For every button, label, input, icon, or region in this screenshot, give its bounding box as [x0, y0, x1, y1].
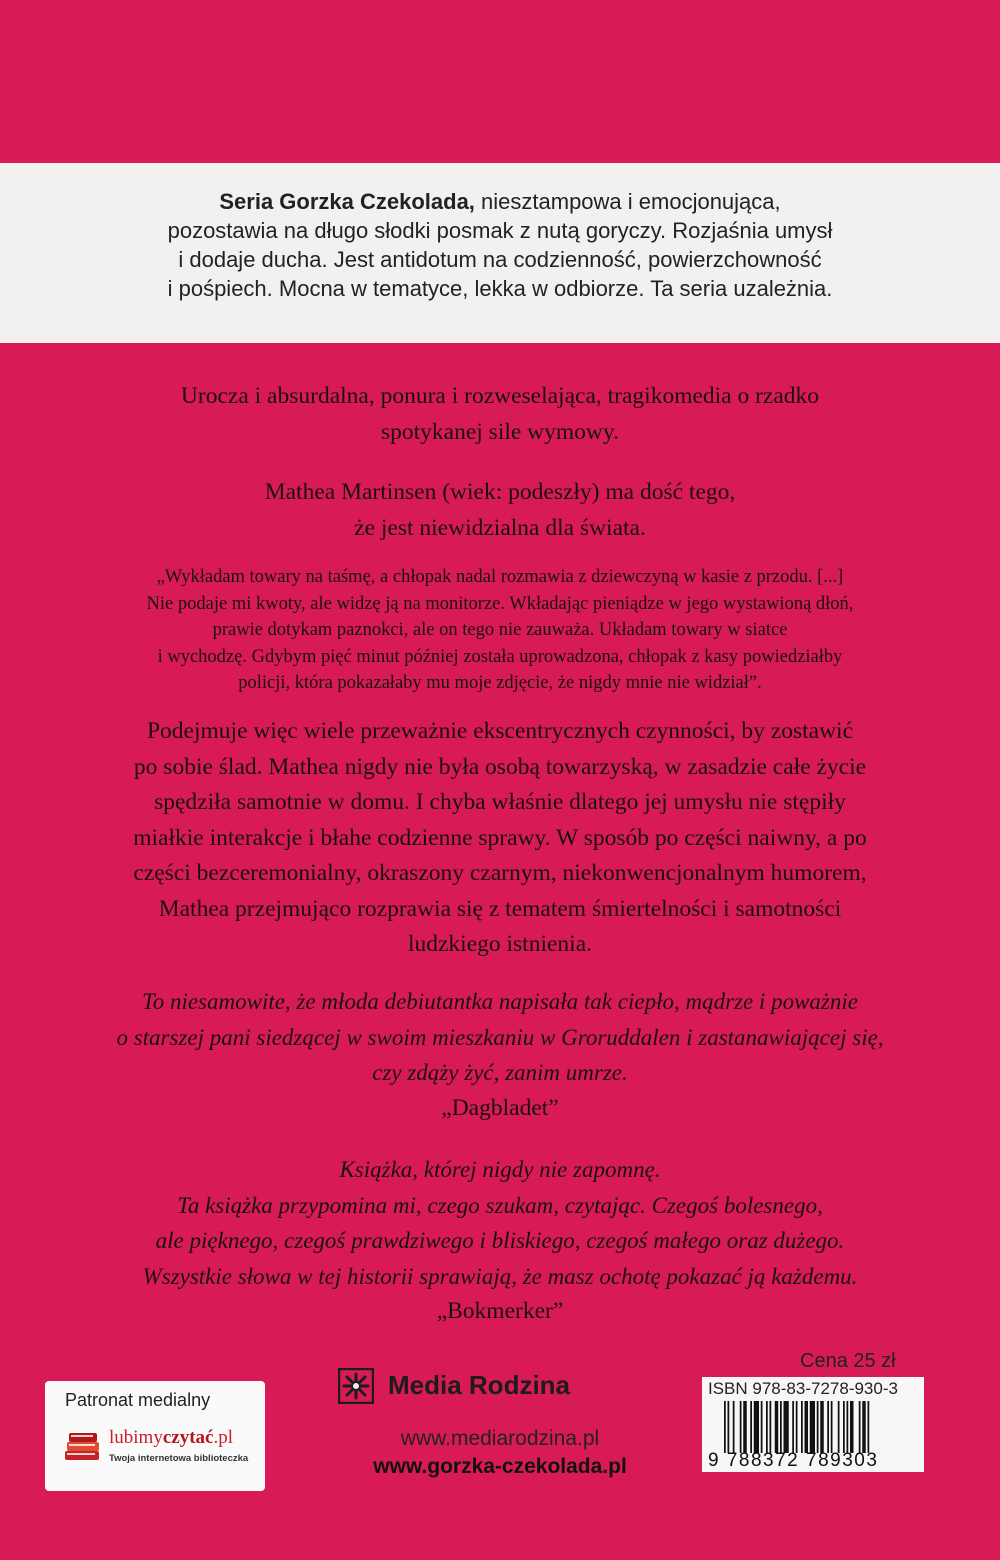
series-line-2: pozostawia na długo słodki posmak z nutą goryczy. Rozjaśnia umysł — [167, 218, 833, 243]
intro-paragraph: Urocza i absurdalna, ponura i rozweselająca, tragikomedia o rzadko spotykanej sile wymowy. — [180, 383, 820, 445]
series-name: Seria Gorzka Czekolada, — [219, 189, 475, 214]
publisher-name: Media Rodzina — [388, 1370, 571, 1400]
publisher-url[interactable]: www.mediarodzina.pl — [400, 1427, 600, 1450]
description-paragraph: Podejmuje więc wiele przeważnie ekscentrycznych czynności, by zostawić po sobie ślad. Mathea nigdy nie była osobą towarzyską, w zasadzie całe życie spędziła samotnie w domu. I chyba właśnie dlatego jej umysłu nie stępiły miałkie interakcje i błahe codzienne sprawy. W sposób po części naiwny, a po części bezceremonialny, okraszony czarnym, niekonwencjonalnym humorem, Mathea przejmująco rozprawia się z tematem śmiertelności i samotności ludzkiego istnienia. — [133, 718, 867, 957]
series-description-band — [0, 163, 1000, 343]
review-source: „Bokmerker” — [436, 1298, 564, 1324]
review-dagbladet: To niesamowite, że młoda debiutantka napisała tak ciepło, mądrze i poważnie o starszej pani siedzącej w swoim mieszkaniu w Groruddalen i zastanawiającej się, czy zdąży żyć, zanim umrze. „Dagbladet” — [40, 984, 960, 1126]
isbn-label: ISBN 978-83-7278-930-3 — [708, 1379, 898, 1398]
ean-digits: 9 788372 789303 — [708, 1450, 879, 1471]
books-stack-icon — [63, 1431, 103, 1465]
publisher-logo — [338, 1368, 638, 1408]
review-bokmerker: Książka, której nigdy nie zapomnę. Ta książka przypomina mi, czego szukam, czytając. Czegoś bolesnego, ale pięknego, czegoś prawdziwego i bliskiego, czegoś małego oraz dużego. Wszystkie słowa w tej historii sprawiają, że masz ochotę pokazać ją każdemu. „Bokmerker” — [40, 1152, 960, 1330]
review-source: „Dagbladet” — [441, 1094, 559, 1121]
book-quote: „Wykładam towary na taśmę, a chłopak nadal rozmawia z dziewczyną w kasie z przodu. [...] Nie podaje mi kwoty, ale widzę ją na monitorze. Wkładając pieniądze w jego wystawioną dłoń, prawie dotykam paznokci, ale on tego nie zauważa. Układam towary w siatce i wychodzę. Gdybym pięć minut później została uprowadzona, chłopak z kasy powiedziałby policji, która pokazałaby mu moje zdjęcie, że nigdy mnie nie widział”. — [146, 567, 854, 693]
series-line-4: i pośpiech. Mocna w tematyce, lekka w odbiorze. Ta seria uzależnia. — [167, 276, 833, 301]
logo-tagline: Twoja internetowa biblioteczka — [109, 1453, 249, 1464]
media-rodzina-logo-icon — [338, 1368, 374, 1404]
series-url[interactable]: www.gorzka-czekolada.pl — [373, 1455, 627, 1478]
barcode-icon — [724, 1401, 914, 1453]
patron-label: Patronat medialny — [65, 1390, 211, 1410]
lubimyczytac-logo: lubimyczytać.pl Twoja internetowa biblioteczka — [63, 1425, 253, 1475]
barcode-box — [702, 1377, 924, 1472]
series-line-3: i dodaje ducha. Jest antidotum na codzienność, powierzchowność — [178, 247, 822, 272]
series-line-1: Seria Gorzka Czekolada, niesztampowa i emocjonująca, — [219, 189, 781, 214]
character-paragraph: Mathea Martinsen (wiek: podeszły) ma dość tego, że jest niewidzialna dla świata. — [264, 479, 736, 541]
price-label: Cena 25 zł — [800, 1350, 896, 1372]
media-patron-box — [45, 1381, 265, 1491]
